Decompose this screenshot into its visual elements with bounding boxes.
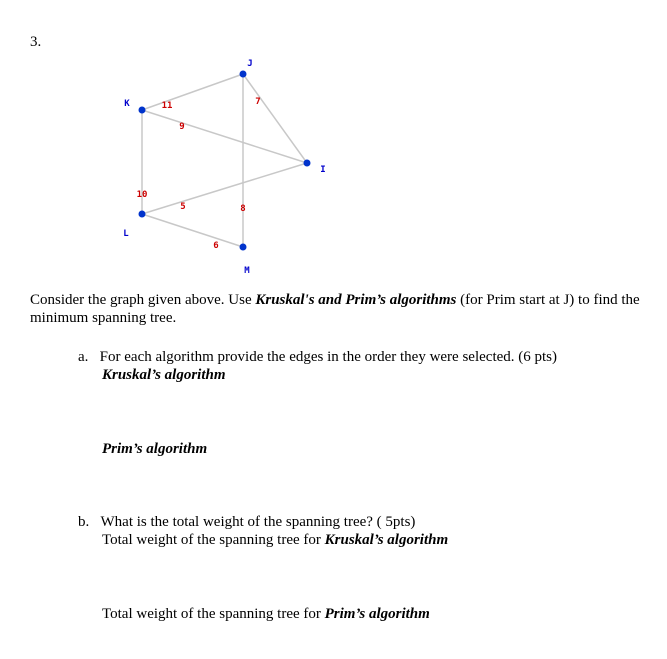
node-label-k: K — [124, 99, 130, 109]
part-b-text: What is the total weight of the spanning tree? ( 5pts) — [100, 514, 416, 530]
edge-weight-j-i: 7 — [255, 97, 261, 107]
node-k — [139, 107, 146, 114]
intro-text-2: (for Prim start at J) to find the minimum spanning tree. — [30, 292, 640, 326]
edge-l-m — [142, 214, 243, 247]
edge-k-i — [142, 110, 307, 163]
node-i — [304, 160, 311, 167]
part-b-kruskal-prefix: Total weight of the spanning tree for — [102, 532, 325, 548]
edge-l-i — [142, 163, 307, 214]
intro-emphasis: Kruskal's and Prim’s algorithms — [255, 292, 457, 308]
edge-weight-k-j: 11 — [161, 101, 173, 111]
node-m — [240, 244, 247, 251]
part-b-question — [78, 514, 415, 531]
edge-k-j — [142, 74, 243, 110]
intro-text-1: Consider the graph given above. Use — [30, 292, 256, 308]
part-b-prim-label: Prim’s algorithm — [324, 606, 430, 622]
node-label-j: J — [247, 59, 253, 69]
edge-j-i — [243, 74, 307, 163]
edge-weight-k-l: 10 — [136, 190, 148, 200]
part-a-kruskal-label: Kruskal’s algorithm — [102, 367, 226, 383]
edge-weight-l-m: 6 — [213, 241, 219, 251]
node-j — [240, 71, 247, 78]
node-label-i: I — [320, 165, 326, 175]
part-a-text: For each algorithm provide the edges in the order they were selected. (6 pts) — [99, 349, 558, 365]
part-b-prim-line — [102, 606, 430, 623]
part-a-marker: a. — [78, 349, 89, 365]
instructions-paragraph — [30, 291, 640, 327]
graph-figure — [0, 0, 667, 290]
edge-weight-l-i: 5 — [180, 202, 186, 212]
question-number: 3. — [30, 34, 42, 50]
part-b-prim-prefix: Total weight of the spanning tree for — [102, 606, 325, 622]
part-b-kruskal-line — [102, 532, 448, 549]
part-a-question — [78, 349, 557, 366]
part-a-prim-label: Prim’s algorithm — [102, 441, 208, 457]
node-label-l: L — [123, 229, 129, 239]
part-b-kruskal-label: Kruskal’s algorithm — [324, 532, 449, 548]
part-b-marker: b. — [78, 514, 90, 530]
node-label-m: M — [244, 266, 250, 276]
node-l — [139, 211, 146, 218]
edge-weight-j-m: 8 — [240, 204, 246, 214]
edge-weight-k-i: 9 — [179, 122, 185, 132]
